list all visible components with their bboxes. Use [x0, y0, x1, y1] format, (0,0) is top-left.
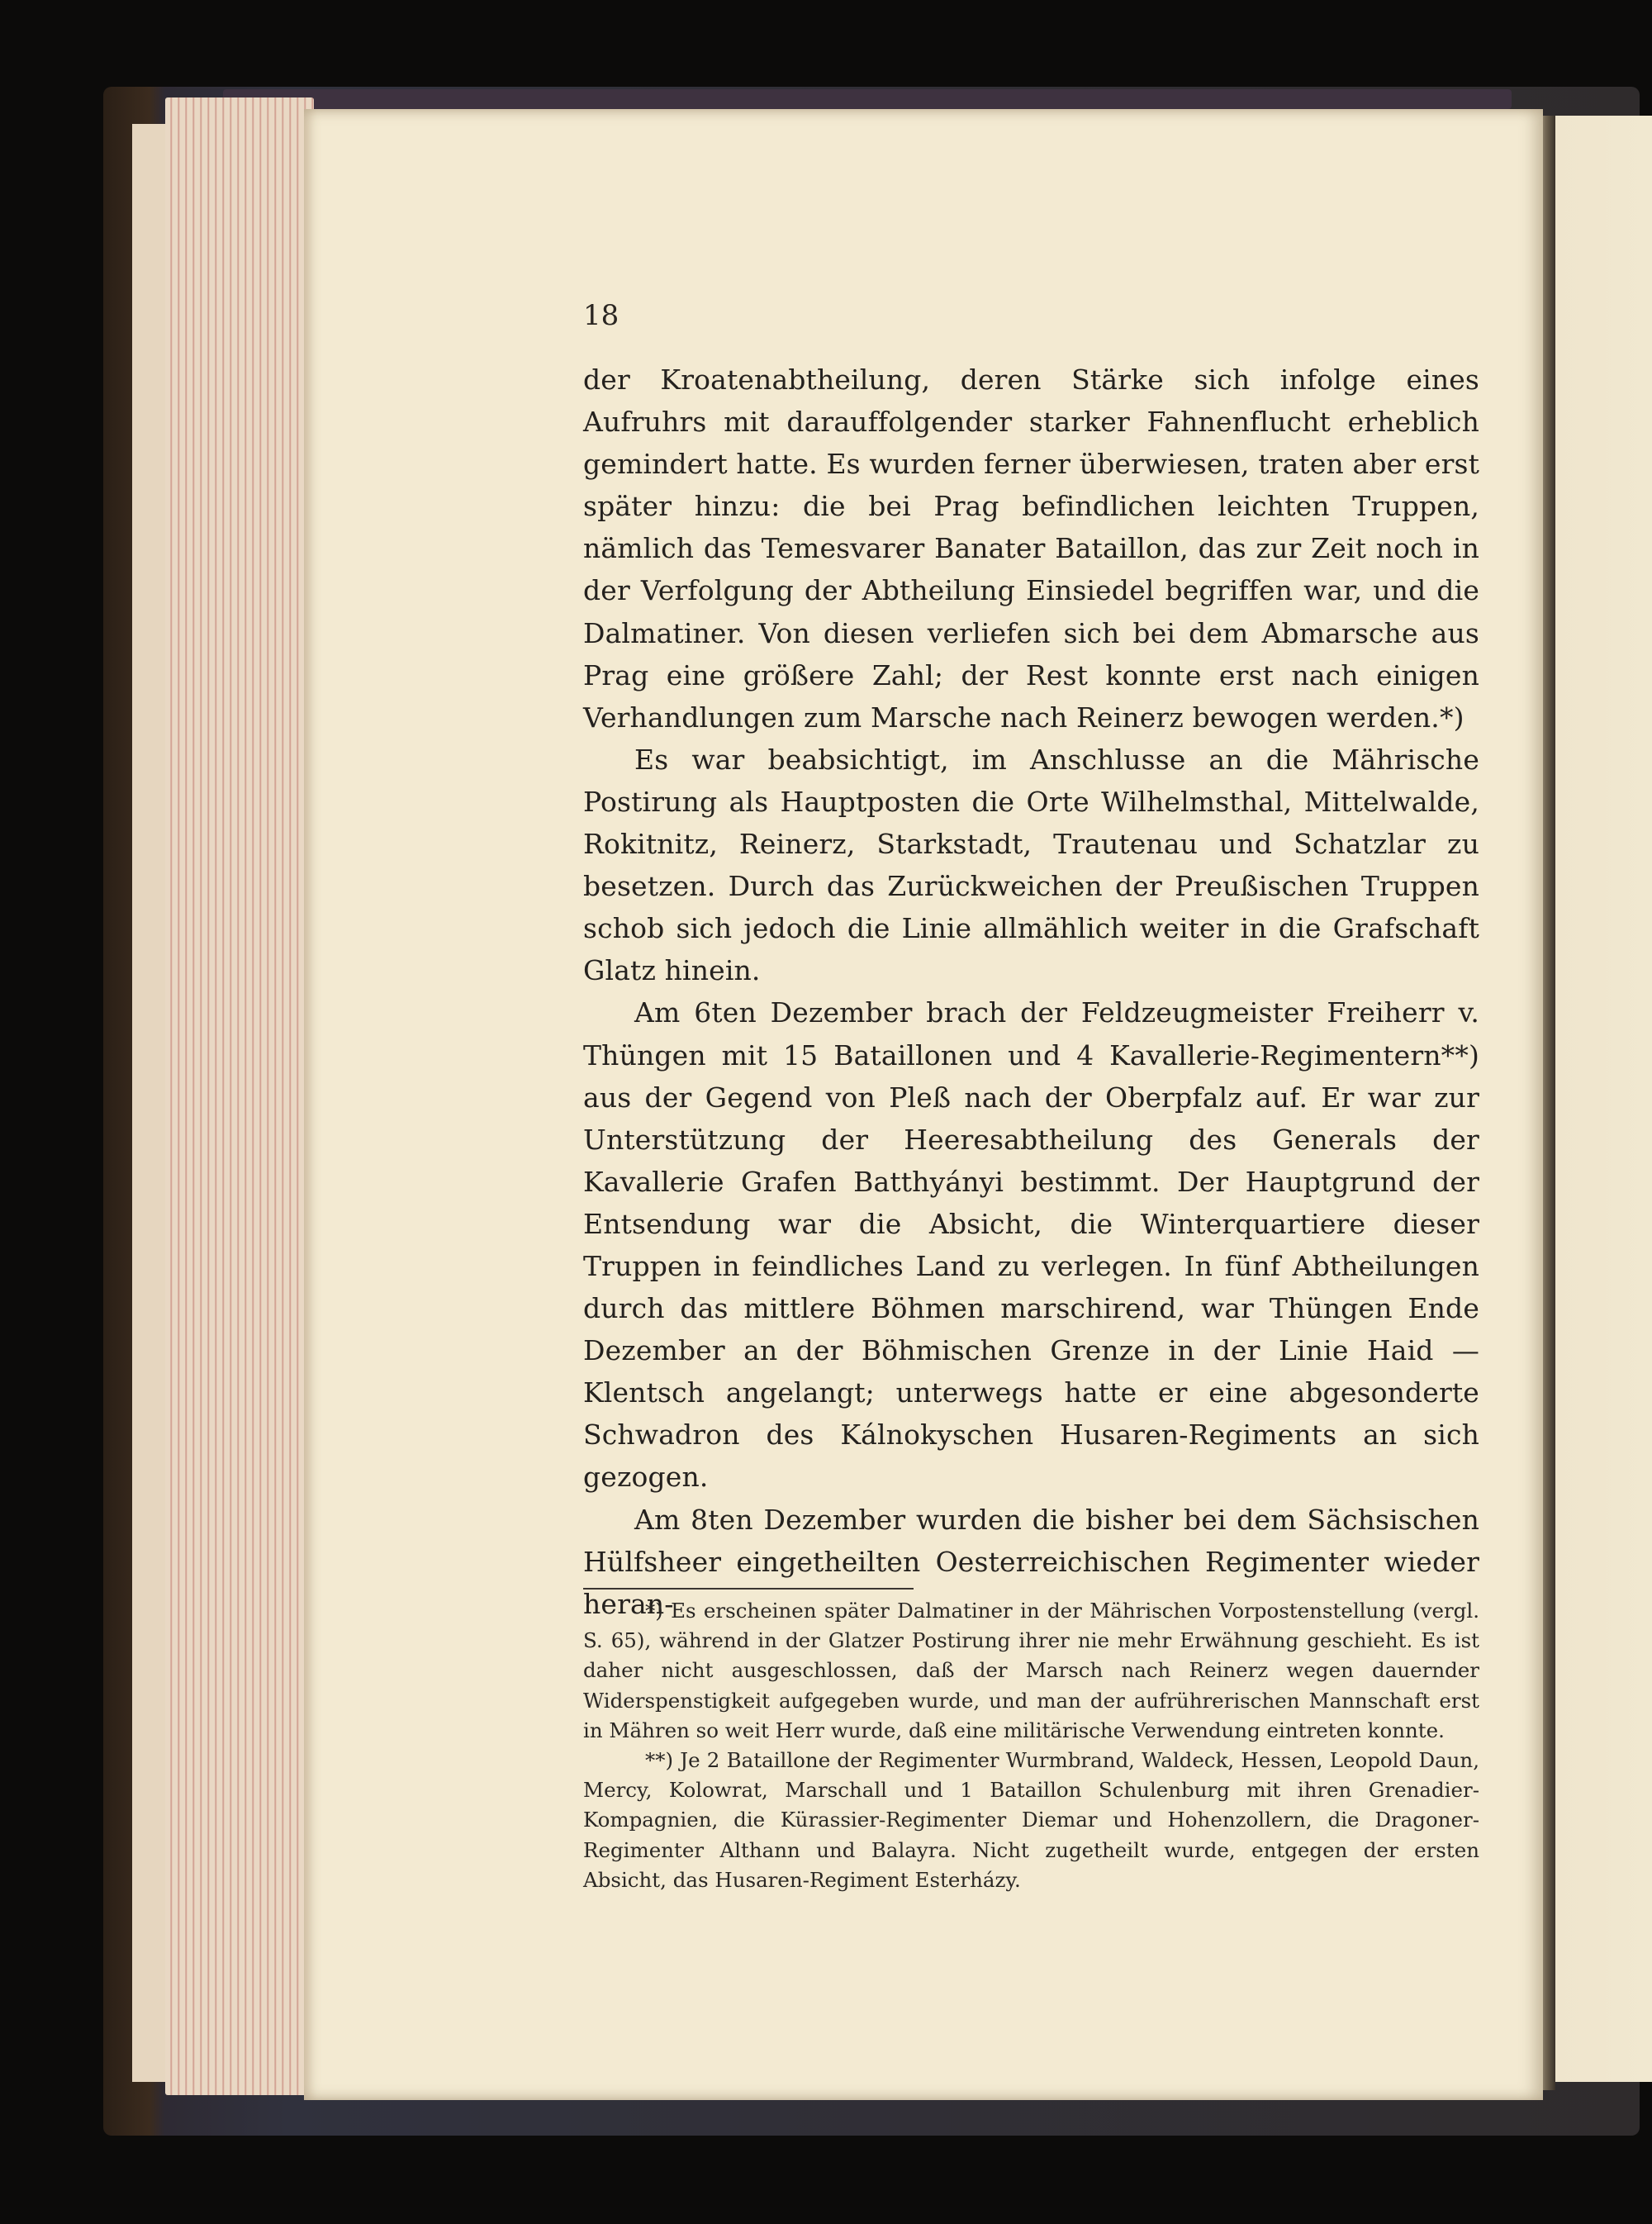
book-page: [304, 109, 1543, 2100]
footnotes: [583, 1596, 1479, 1895]
facing-page-edge: [1543, 116, 1652, 2082]
main-text: [583, 359, 1479, 1625]
footnote-divider: [583, 1588, 914, 1590]
page-number: 18: [583, 299, 620, 332]
cover-top-edge: [223, 89, 1512, 109]
footnote-2: **) Je 2 Bataillone der Regimenter Wurmbrand, Waldeck, Hessen, Leopold Daun, Mercy, Kolowrat, Marschall und 1 Bataillon Schulenburg mit ihren Grenadier-Kompagnien, die Kürassier-Regimenter Diemar und Hohenzollern, die Dragoner-Regimenter Althann und Balayra. Nicht zugetheilt wurde, entgegen der ersten Absicht, das Husaren-Regiment Esterházy.: [583, 1748, 1479, 1892]
paragraph-1: der Kroatenabtheilung, deren Stärke sich infolge eines Aufruhrs mit darauffolgender starker Fahnenflucht erheblich gemindert hatte. Es wurden ferner überwiesen, traten aber erst später hinzu: die bei Prag befindlichen leichten Truppen, nämlich das Temesvarer Banater Bataillon, das zur Zeit noch in der Verfolgung der Abtheilung Einsiedel begriffen war, und die Dalmatiner. Von diesen verliefen sich bei dem Abmarsche aus Prag eine größere Zahl; der Rest konnte erst nach einigen Verhandlungen zum Marsche nach Reinerz bewogen werden.*): [583, 364, 1479, 734]
paragraph-4: Am 8ten Dezember wurden die bisher bei dem Sächsischen Hülfsheer eingetheilten Oesterreichischen Regimenter wieder heran-: [583, 1503, 1479, 1620]
paragraph-2: Es war beabsichtigt, im Anschlusse an die Mährische Postirung als Hauptposten die Orte Wilhelmsthal, Mittelwalde, Rokitnitz, Reinerz, Starkstadt, Trautenau und Schatzlar zu besetzen. Durch das Zurückweichen der Preußischen Truppen schob sich jedoch die Linie allmählich weiter in die Grafschaft Glatz hinein.: [583, 743, 1479, 987]
paragraph-3: Am 6ten Dezember brach der Feldzeugmeister Freiherr v. Thüngen mit 15 Bataillonen und 4 Kavallerie-Regimentern**) aus der Gegend von Pleß nach der Oberpfalz auf. Er war zur Unterstützung der Heeresabtheilung des Generals der Kavallerie Grafen Batthyányi bestimmt. Der Hauptgrund der Entsendung war die Absicht, die Winterquartiere dieser Truppen in feindliches Land zu verlegen. In fünf Abtheilungen durch das mittlere Böhmen marschirend, war Thüngen Ende Dezember an der Böhmischen Grenze in der Linie Haid — Klentsch angelangt; unterwegs hatte er eine abgesonderte Schwadron des Kálnokyschen Husaren-Regiments an sich gezogen.: [583, 996, 1479, 1494]
footnote-1: *) Es erscheinen später Dalmatiner in der Mährischen Vorpostenstellung (vergl. S. 65), während in der Glatzer Postirung ihrer nie mehr Erwähnung geschieht. Es ist daher nicht ausgeschlossen, daß der Marsch nach Reinerz wegen dauernder Widerspenstigkeit aufgegeben wurde, und man der aufrührerischen Mannschaft erst in Mähren so weit Herr wurde, daß eine militärische Verwendung eintreten konnte.: [583, 1599, 1479, 1742]
page-stack-edges: [165, 97, 314, 2095]
